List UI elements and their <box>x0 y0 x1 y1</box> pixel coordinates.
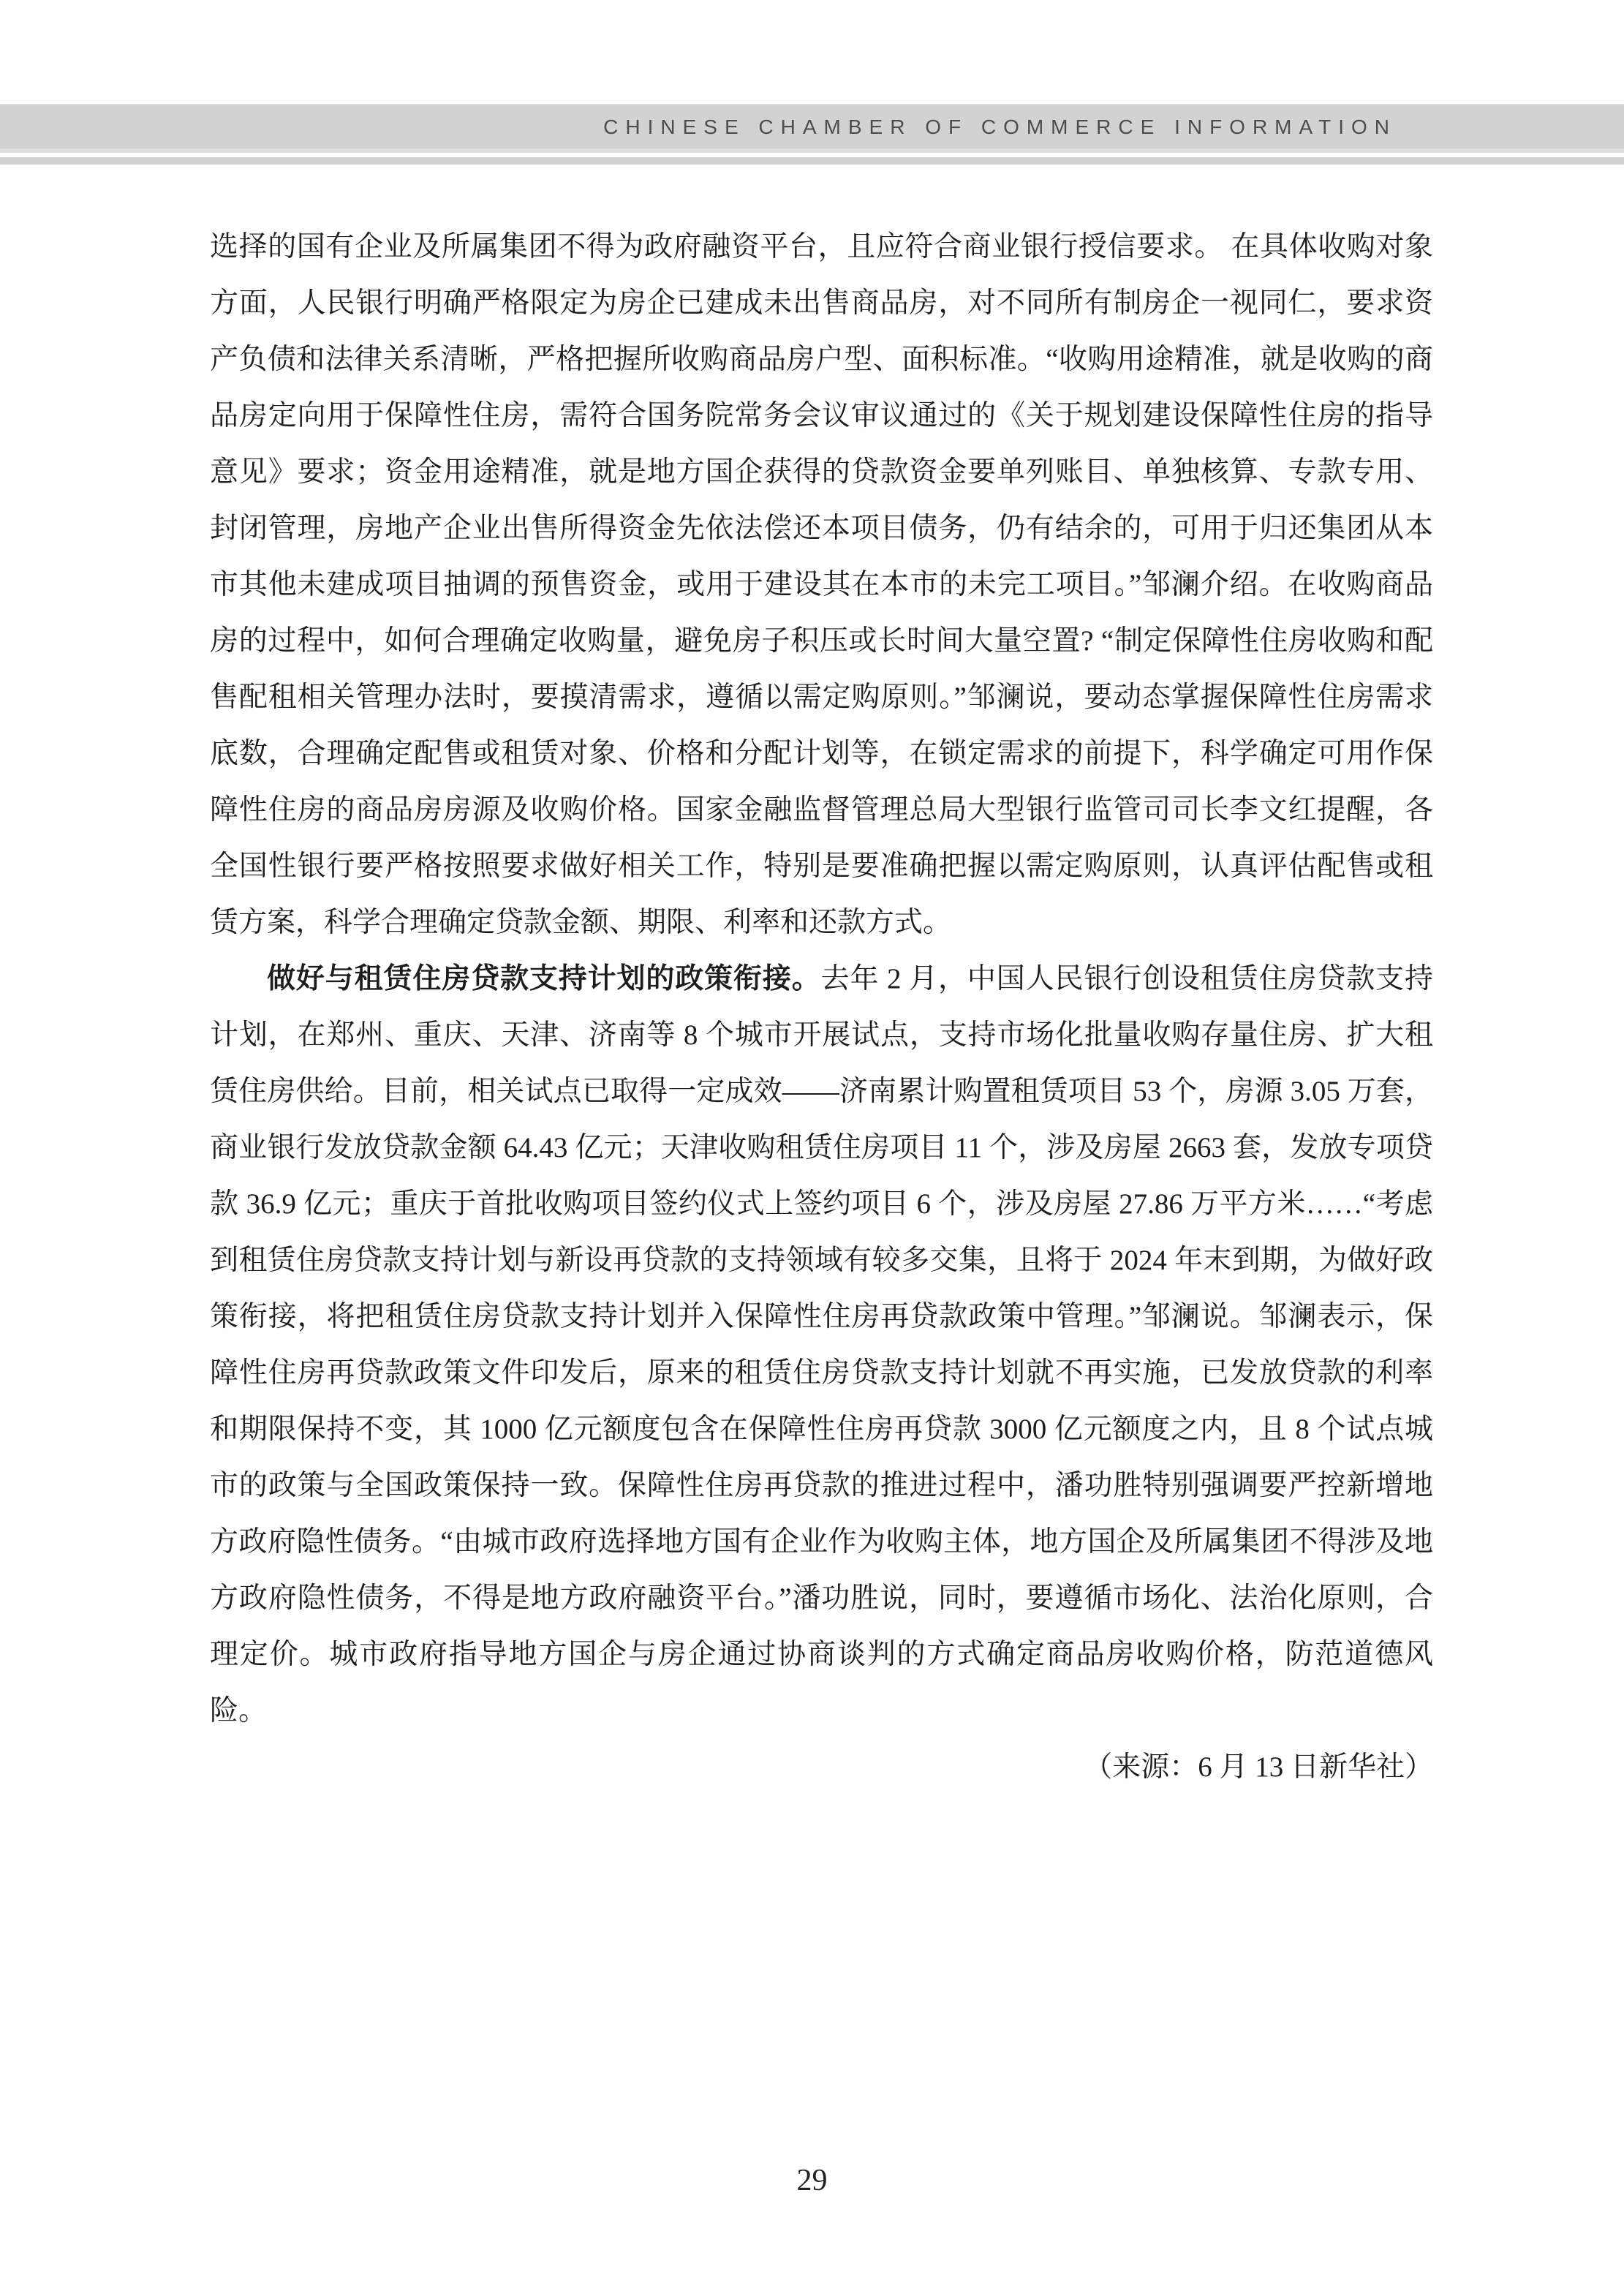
header-banner-title: CHINESE CHAMBER OF COMMERCE INFORMATION <box>603 115 1397 138</box>
header-banner <box>0 104 1624 148</box>
article-body <box>210 219 1433 1795</box>
header-banner-strip <box>0 148 1624 153</box>
paragraph-2-text: 去年 2 月，中国人民银行创设租赁住房贷款支持计划，在郑州、重庆、天津、济南等 8 个城市开展试点，支持市场化批量收购存量住房、扩大租赁住房供给。目前，相关试点已取得一定成效——济南累计购置租赁项目 53 个，房源 3.05 万套，商业银行发放贷款金额 64.43 亿元；天津收购租赁住房项目 11 个，涉及房屋 2663 套，发放专项贷款 36.9 亿元；重庆于首批收购项目签约仪式上签约项目 6 个，涉及房屋 27.86 万平方米……“考虑到租赁住房贷款支持计划与新设再贷款的支持领域有较多交集，且将于 2024 年末到期，为做好政策衔接，将把租赁住房贷款支持计划并入保障性住房再贷款政策中管理。”邹澜说。邹澜表示，保障性住房再贷款政策文件印发后，原来的租赁住房贷款支持计划就不再实施，已发放贷款的利率和期限保持不变，其 1000 亿元额度包含在保障性住房再贷款 3000 亿元额度之内，且 8 个试点城市的政策与全国政策保持一致。保障性住房再贷款的推进过程中，潘功胜特别强调要严控新增地方政府隐性债务。“由城市政府选择地方国有企业作为收购主体，地方国企及所属集团不得涉及地方政府隐性债务，不得是地方政府融资平台。”潘功胜说，同时，要遵循市场化、法治化原则，合理定价。城市政府指导地方国企与房企通过协商谈判的方式确定商品房收购价格，防范道德风险。 <box>210 963 1433 1726</box>
article-paragraph-2 <box>210 951 1433 1739</box>
article-paragraph-1: 选择的国有企业及所属集团不得为政府融资平台，且应符合商业银行授信要求。 在具体收购对象方面，人民银行明确严格限定为房企已建成未出售商品房，对不同所有制房企一视同仁，要求资产负债和法律关系清晰，严格把握所收购商品房户型、面积标准。“收购用途精准，就是收购的商品房定向用于保障性住房，需符合国务院常务会议审议通过的《关于规划建设保障性住房的指导意见》要求；资金用途精准，就是地方国企获得的贷款资金要单列账目、单独核算、专款专用、封闭管理，房地产企业出售所得资金先依法偿还本项目债务，仍有结余的，可用于归还集团从本市其他未建成项目抽调的预售资金，或用于建设其在本市的未完工项目。”邹澜介绍。在收购商品房的过程中，如何合理确定收购量，避免房子积压或长时间大量空置? “制定保障性住房收购和配售配租相关管理办法时，要摸清需求，遵循以需定购原则。”邹澜说，要动态掌握保障性住房需求底数，合理确定配售或租赁对象、价格和分配计划等，在锁定需求的前提下，科学确定可用作保障性住房的商品房房源及收购价格。国家金融监督管理总局大型银行监管司司长李文红提醒，各全国性银行要严格按照要求做好相关工作，特别是要准确把握以需定购原则，认真评估配售或租赁方案，科学合理确定贷款金额、期限、利率和还款方式。 <box>210 231 1433 938</box>
source-attribution-line: （来源：6 月 13 日新华社） <box>1084 1751 1433 1783</box>
header-divider-band <box>0 157 1624 165</box>
page-number: 29 <box>796 2164 828 2197</box>
paragraph-2-bold-lead: 做好与租赁住房贷款支持计划的政策衔接。 <box>267 963 821 995</box>
